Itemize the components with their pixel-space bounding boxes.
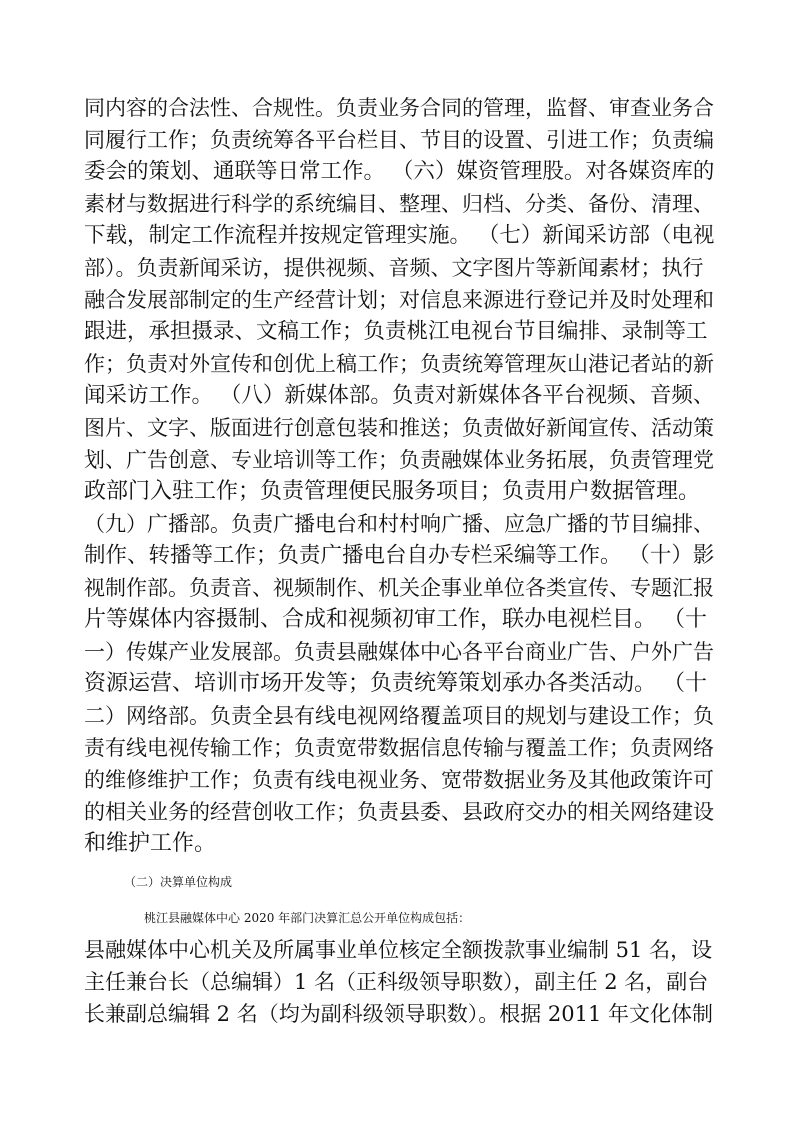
body-text-line: 资源运营、培训市场开发等；负责统筹策划承办各类活动。 （十: [84, 671, 707, 696]
body-text-line: 的维修维护工作；负责有线电视业务、宽带数据业务及其他政策许可: [84, 768, 714, 792]
section-text-line: 主任兼台长（总编辑）1 名（正科级领导职数），副主任 2 名，副台: [84, 970, 709, 994]
body-text-line: 片等媒体内容摄制、合成和视频初审工作，联办电视栏目。 （十: [84, 607, 707, 632]
section-text-line: 县融媒体中心机关及所属事业单位核定全额拨款事业编制 51 名，设: [84, 938, 713, 962]
body-text-line: 同履行工作；负责统筹各平台栏目、节目的设置、引进工作；负责编: [84, 128, 714, 152]
section-text-line: 长兼副总编辑 2 名（均为副科级领导职数）。根据 2011 年文化体制: [84, 1002, 714, 1026]
body-text-line: 一）传媒产业发展部。负责县融媒体中心各平台商业广告、户外广告: [84, 640, 714, 664]
body-text-line: 作；负责对外宣传和创优上稿工作；负责统筹管理灰山港记者站的新: [84, 352, 714, 376]
body-text-line: 跟进，承担摄录、文稿工作；负责桃江电视台节目编排、录制等工: [84, 319, 708, 344]
body-text-line: 闻采访工作。 （八）新媒体部。负责对新媒体各平台视频、音频、: [84, 383, 715, 408]
section-text-line: 桃江县融媒体中心 2020 年部门决算汇总公开单位构成包括：: [144, 911, 471, 925]
body-text-line: 划、广告创意、专业培训等工作；负责融媒体业务拓展，负责管理党: [84, 448, 714, 472]
body-text-line: 部）。负责新闻采访，提供视频、音频、文字图片等新闻素材；执行: [84, 256, 704, 280]
body-text-line: 图片、文字、版面进行创意包装和推送；负责做好新闻宣传、活动策: [84, 416, 714, 440]
body-text-line: 和维护工作。: [84, 831, 217, 856]
section-heading: （二）决算单位构成: [124, 875, 233, 889]
body-text-line: 素材与数据进行科学的系统编目、整理、归档、分类、备份、清理、: [84, 192, 714, 216]
body-text-line: 融合发展部制定的生产经营计划；对信息来源进行登记并及时处理和: [84, 288, 714, 312]
body-text-line: 责有线电视传输工作；负责宽带数据信息传输与覆盖工作；负责网络: [84, 736, 714, 760]
body-text-line: （九）广播部。负责广播电台和村村响广播、应急广播的节目编排、: [84, 512, 714, 536]
body-text-line: 下载，制定工作流程并按规定管理实施。 （七）新闻采访部（电视: [84, 223, 715, 248]
body-text-line: 二）网络部。负责全县有线电视网络覆盖项目的规划与建设工作；负: [84, 704, 714, 728]
body-text-line: 的相关业务的经营创收工作；负责县委、县政府交办的相关网络建设: [84, 800, 714, 824]
body-text-line: 政部门入驻工作；负责管理便民服务项目；负责用户数据管理。: [84, 479, 701, 504]
body-text-line: 制作、转播等工作；负责广播电台自办专栏采编等工作。 （十）影: [84, 543, 715, 568]
body-text-line: 委会的策划、通联等日常工作。 （六）媒资管理股。对各媒资库的: [84, 159, 715, 184]
body-text-line: 同内容的合法性、合规性。负责业务合同的管理，监督、审查业务合: [84, 96, 714, 120]
body-text-line: 视制作部。负责音、视频制作、机关企事业单位各类宣传、专题汇报: [84, 576, 714, 600]
